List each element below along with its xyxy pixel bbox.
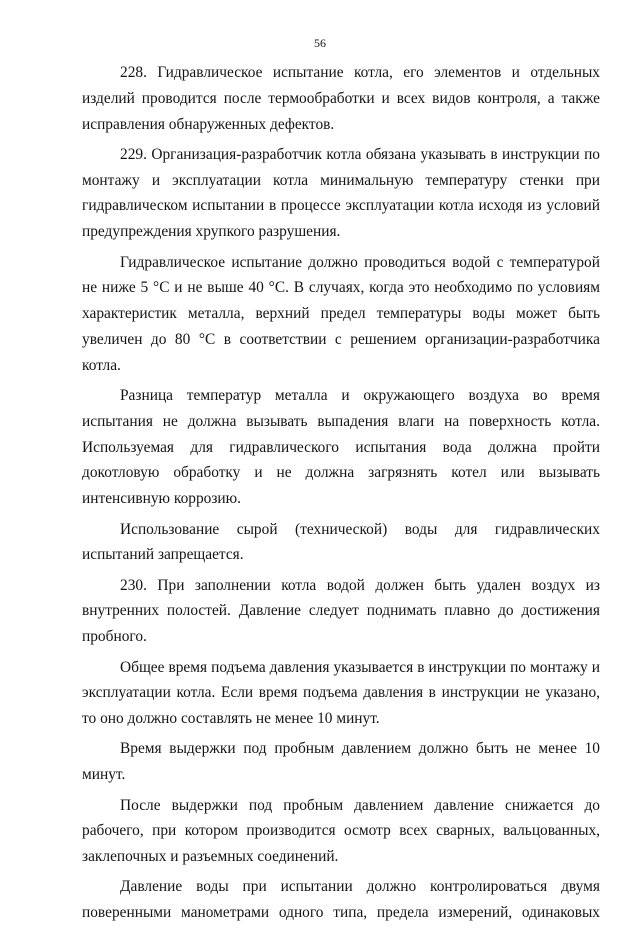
- paragraph-hold-time: Время выдержки под пробным давлением должно быть не менее 10 минут.: [82, 740, 600, 784]
- page-number: 56: [314, 36, 326, 50]
- paragraph-230: 230. При заполнении котла водой должен быть удален воздух из внутренних полостей. Давление следует поднимать плавно до достижения пробного.: [82, 576, 600, 646]
- paragraph-temperature-difference: Разница температур металла и окружающего воздуха во время испытания не должна вызывать выпадения влаги на поверхность котла. Используемая для гидравлического испытания вода должна пройти докотловую обработку и не должна загрязнять котел или вызывать интенсивную коррозию.: [82, 387, 600, 508]
- paragraph-pressure-rise-time: Общее время подъема давления указывается в инструкции по монтажу и эксплуатации котла. Если время подъема давления в инструкции не указано, то оно должно составлять не менее 10 минут.: [82, 658, 600, 728]
- paragraph-water-temperature: Гидравлическое испытание должно проводиться водой с температурой не ниже 5 °С и не выше 40 °С. В случаях, когда это необходимо по условиям характеристик металла, верхний предел температуры воды может быть увеличен до 80 °С в соответствии с решением организации-разработчика котла.: [82, 253, 600, 374]
- paragraph-inspection: После выдержки под пробным давлением давление снижается до рабочего, при котором производится осмотр всех сварных, вальцованных, заклепочных и разъемных соединений.: [82, 796, 600, 866]
- paragraph-229: 229. Организация-разработчик котла обязана указывать в инструкции по монтажу и эксплуатации котла минимальную температуру стенки при гидравлическом испытании в процессе эксплуатации котла исходя из условий предупреждения хрупкого разрушения.: [82, 145, 600, 241]
- paragraph-manometers: Давление воды при испытании должно контролироваться двумя поверенными манометрами одного типа, предела измерений, одинаковых: [82, 878, 600, 922]
- paragraph-raw-water-ban: Использование сырой (технической) воды для гидравлических испытаний запрещается.: [82, 520, 600, 564]
- paragraph-228: 228. Гидравлическое испытание котла, его элементов и отдельных изделий проводится после термообработки и всех видов контроля, а также исправления обнаруженных дефектов.: [82, 64, 600, 133]
- page-body: [82, 60, 600, 931]
